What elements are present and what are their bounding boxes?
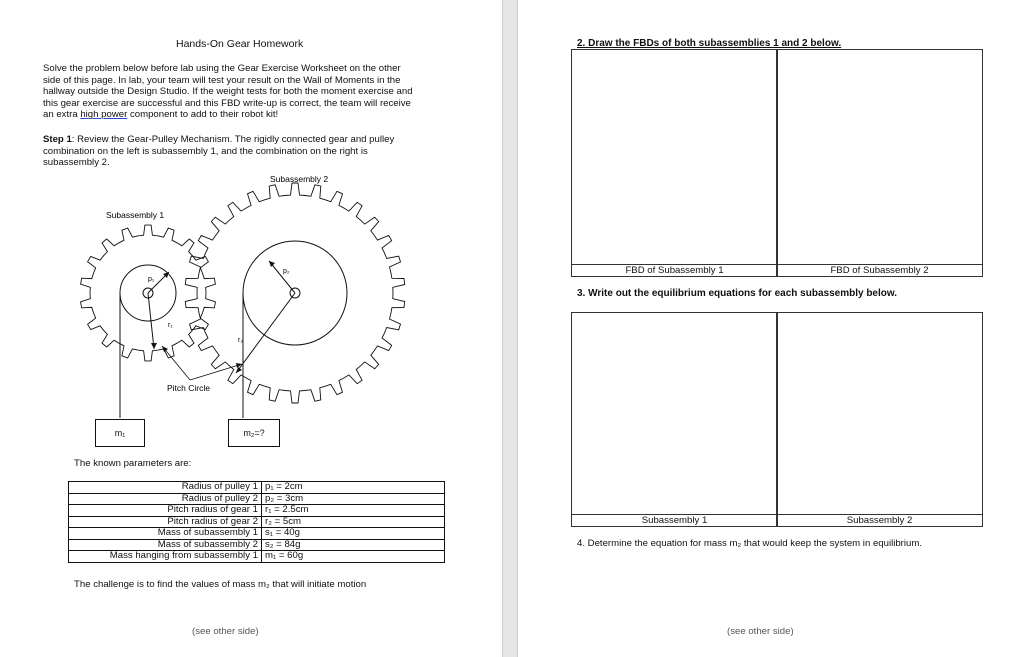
param-value: s₂ = 84g: [262, 539, 445, 551]
high-power-link[interactable]: high power: [80, 109, 128, 121]
r2-label: r₂: [238, 337, 244, 344]
see-other-side-right: (see other side): [727, 626, 794, 637]
step1-line: [43, 134, 453, 146]
step1-label: Step 1: [43, 134, 72, 145]
challenge-text: The challenge is to find the values of mass m₂ that will initiate motion: [74, 579, 367, 590]
fbd-2-box: [776, 49, 983, 265]
known-params-label: The known parameters are:: [74, 458, 192, 469]
intro-text: an extra: [43, 109, 81, 121]
intro-paragraph: [43, 63, 453, 121]
step1-line: combination on the left is subassembly 1, and the combination on the right is: [43, 145, 368, 157]
intro-line: side of this page. In lab, your team will test your result on the Wall of Moments in the: [43, 74, 401, 86]
intro-text: component to add to their robot kit!: [127, 109, 279, 121]
p2-arrow: [269, 261, 295, 293]
param-value: r₂ = 5cm: [262, 516, 445, 528]
param-value: s₁ = 40g: [262, 528, 445, 540]
page-divider: [502, 0, 518, 657]
param-label: Mass hanging from subassembly 1: [69, 551, 262, 563]
question-2: 2. Draw the FBDs of both subassemblies 1 and 2 below.: [577, 38, 842, 49]
param-label: Radius of pulley 2: [69, 493, 262, 505]
see-other-side-left: (see other side): [192, 626, 259, 637]
parameters-table: [68, 481, 445, 563]
param-label: Mass of subassembly 1: [69, 528, 262, 540]
r1-label: r₁: [168, 322, 173, 329]
subassembly-2-label: Subassembly 2: [270, 174, 329, 184]
table-row: [69, 482, 445, 494]
intro-line: [43, 109, 453, 121]
fbd-2-caption: FBD of Subassembly 2: [776, 264, 983, 277]
equations-2-box: [776, 312, 983, 515]
p2-arrowhead: [269, 261, 275, 267]
page-title: Hands-On Gear Homework: [176, 38, 304, 50]
r2-arrowhead: [236, 367, 242, 373]
subassembly-1-label: Subassembly 1: [106, 210, 165, 220]
fbd-1-box: [571, 49, 778, 265]
pitch-circle-label: Pitch Circle: [167, 383, 210, 393]
step1-text: : Review the Gear-Pulley Mechanism. The rigidly connected gear and pulley: [71, 134, 395, 145]
param-value: p₁ = 2cm: [262, 482, 445, 494]
intro-line: this gear exercise are successful and this FBD write-up is correct, the team will receive: [43, 97, 411, 109]
intro-line: hallway outside the Design Studio. If the weight tests for both the moment exercise and: [43, 86, 413, 98]
param-value: p₂ = 3cm: [262, 493, 445, 505]
pitch-leader-2: [190, 364, 242, 380]
intro-line: Solve the problem below before lab using the Gear Exercise Worksheet on the other: [43, 63, 401, 74]
mass-2-label: m₂=?: [243, 428, 265, 438]
step1-line: subassembly 2.: [43, 157, 110, 169]
r1-arrowhead: [151, 343, 157, 349]
table-row: [69, 493, 445, 505]
equations-1-box: [571, 312, 778, 515]
step1-paragraph: [43, 134, 453, 169]
mass-1-box: [95, 419, 145, 447]
equations-2-caption: Subassembly 2: [776, 514, 983, 527]
param-label: Pitch radius of gear 2: [69, 516, 262, 528]
table-row: [69, 539, 445, 551]
param-value: r₁ = 2.5cm: [262, 505, 445, 517]
fbd-1-caption: FBD of Subassembly 1: [571, 264, 778, 277]
table-row: [69, 528, 445, 540]
param-value: m₁ = 60g: [262, 551, 445, 563]
equations-1-caption: Subassembly 1: [571, 514, 778, 527]
p1-label: p₁: [148, 276, 155, 283]
question-3: 3. Write out the equilibrium equations for each subassembly below.: [577, 288, 898, 299]
param-label: Mass of subassembly 2: [69, 539, 262, 551]
mass-1-label: m₁: [114, 428, 126, 438]
param-label: Radius of pulley 1: [69, 482, 262, 494]
table-row: [69, 516, 445, 528]
param-label: Pitch radius of gear 1: [69, 505, 262, 517]
p2-label: p₂: [283, 268, 290, 275]
table-row: [69, 551, 445, 563]
gear-pulley-diagram: [70, 168, 420, 418]
pitch-leader-1: [162, 346, 190, 380]
question-4: 4. Determine the equation for mass m₂ that would keep the system in equilibrium.: [577, 538, 923, 549]
mass-2-box: [228, 419, 280, 447]
table-row: [69, 505, 445, 517]
